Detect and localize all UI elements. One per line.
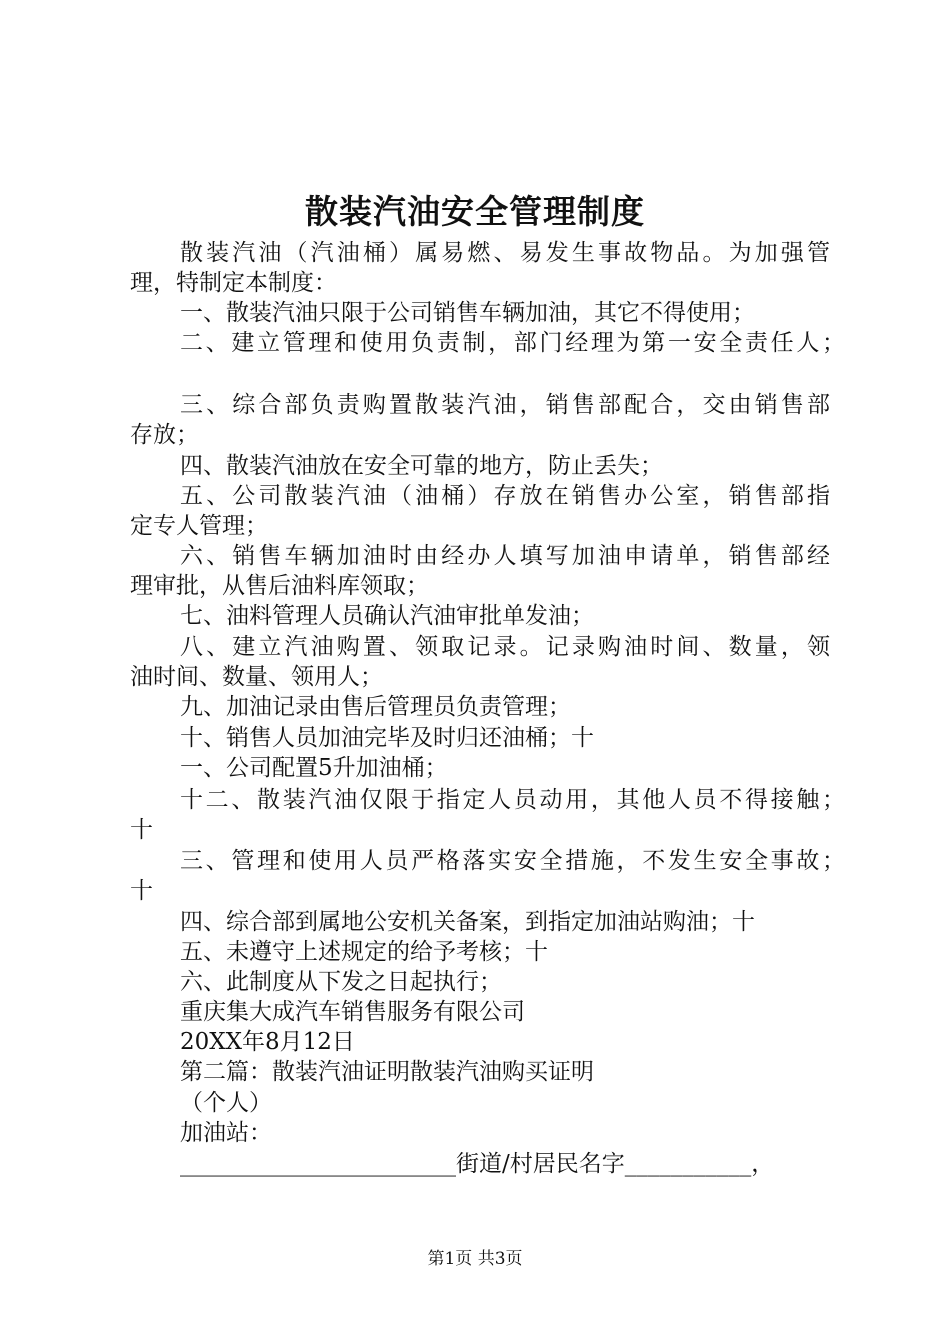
paragraph-line: 五、公司散装汽油（油桶）存放在销售办公室，销售部指 (180, 483, 830, 509)
paragraph-line: 三、管理和使用人员严格落实安全措施，不发生安全事故； (180, 848, 845, 874)
page-number: 第1页 共3页 (427, 1249, 523, 1269)
document-title: 散装汽油安全管理制度 (305, 192, 645, 231)
paragraph-line: 六、此制度从下发之日起执行； (180, 969, 502, 995)
fill-in-line: ________________________街道/村居民名字___________， (180, 1151, 775, 1177)
paragraph-line: 一、散装汽油只限于公司销售车辆加油，其它不得使用； (180, 300, 755, 326)
paragraph-line: （个人） (180, 1090, 272, 1116)
paragraph-line: 六、销售车辆加油时由经办人填写加油申请单，销售部经 (180, 543, 830, 569)
section-heading: 第二篇：散装汽油证明散装汽油购买证明 (180, 1059, 594, 1085)
paragraph-line: 八、建立汽油购置、领取记录。记录购油时间、数量，领 (180, 634, 830, 660)
paragraph-line: 三、综合部负责购置散装汽油，销售部配合，交由销售部 (180, 392, 830, 418)
paragraph-line: 理审批，从售后油料库领取； (130, 573, 429, 599)
paragraph-line: 理，特制定本制度： (130, 270, 337, 296)
paragraph-line: 五、未遵守上述规定的给予考核；十 (180, 939, 548, 965)
paragraph-line: 七、油料管理人员确认汽油审批单发油； (180, 603, 594, 629)
document-date: 20XX年8月12日 (180, 1029, 355, 1055)
company-name: 重庆集大成汽车销售服务有限公司 (180, 999, 525, 1025)
paragraph-line: 散装汽油（汽油桶）属易燃、易发生事故物品。为加强管 (180, 240, 830, 266)
paragraph-line: 四、散装汽油放在安全可靠的地方，防止丢失； (180, 453, 663, 479)
paragraph-line: 一、公司配置5升加油桶； (180, 755, 448, 781)
paragraph-line: 十、销售人员加油完毕及时归还油桶；十 (180, 725, 594, 751)
paragraph-line: 油时间、数量、领用人； (130, 664, 383, 690)
paragraph-line: 九、加油记录由售后管理员负责管理； (180, 694, 571, 720)
paragraph-line: 存放； (130, 422, 199, 448)
paragraph-line: 定专人管理； (130, 513, 268, 539)
paragraph-line: 十 (130, 817, 153, 843)
paragraph-line: 加油站： (180, 1120, 272, 1146)
paragraph-line: 二、建立管理和使用负责制，部门经理为第一安全责任人； (180, 330, 845, 356)
paragraph-line: 十二、散装汽油仅限于指定人员动用，其他人员不得接触； (180, 787, 845, 813)
paragraph-line: 四、综合部到属地公安机关备案，到指定加油站购油；十 (180, 909, 755, 935)
paragraph-line: 十 (130, 878, 153, 904)
